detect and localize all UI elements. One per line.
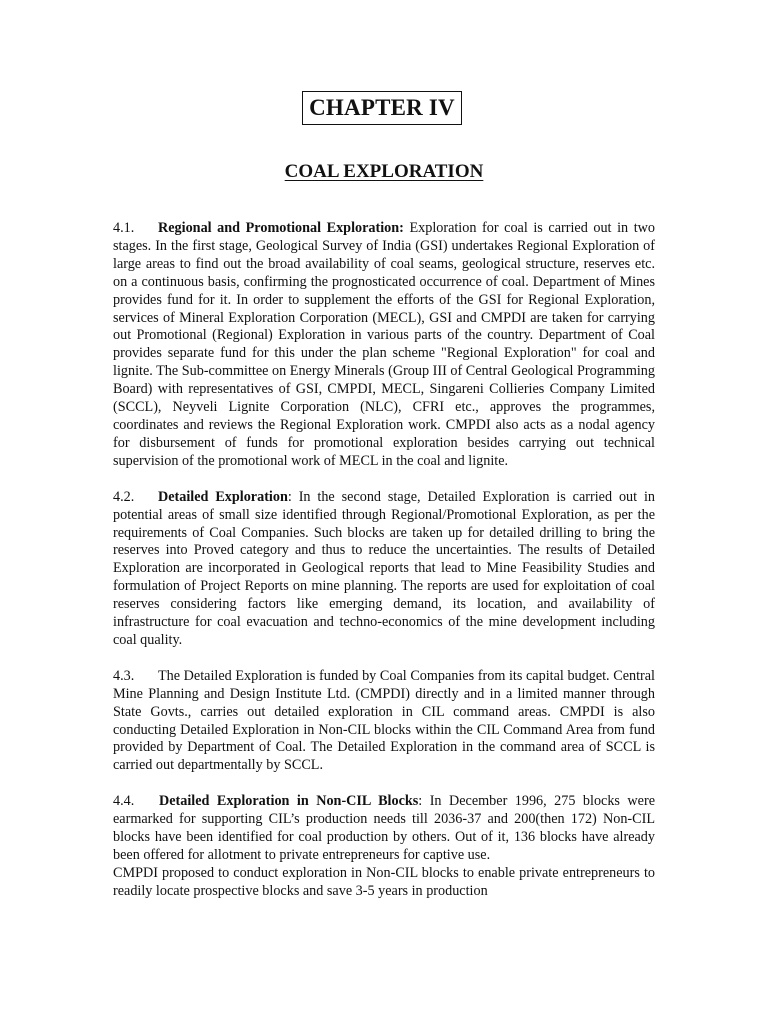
paragraph-continuation: CMPDI proposed to conduct exploration in Non-CIL blocks to enable private entrepreneurs to readily locate prospective blocks and save 3-5 years in production [113,864,655,899]
paragraph-text: : In the second stage, Detailed Exploration is carried out in potential areas of small size identified through Regional/Promotional Exploration, as per the requirements of Coal Companies. Such blocks are taken up for detailed drilling to bring the reserves into Proved category and thus to reduce the uncertainties. The results of Detailed Exploration are incorporated in Geological reports that lead to Mine Feasibility Studies and formulation of Project Reports on mine planning. The reports are used for exploitation of coal reserves considering factors like emerging demand, its location, and availability of infrastructure for coal evacuation and techno-economics of the mine development including coal quality. [113,488,655,648]
document-body [113,220,655,901]
paragraph-number: 4.3. [113,667,135,684]
paragraph-lead: Detailed Exploration in Non-CIL Blocks [159,793,419,810]
paragraph-number: 4.4. [113,793,135,810]
paragraph-number: 4.2. [113,488,135,505]
paragraph-number: 4.1. [113,220,135,236]
paragraph-4-2 [113,489,655,650]
paragraph-4-3 [113,668,655,775]
paragraph-4-4 [113,793,655,865]
chapter-heading: CHAPTER IV [302,91,462,125]
section-title: COAL EXPLORATION [284,161,484,182]
paragraph-text: The Detailed Exploration is funded by Coal Companies from its capital budget. Central Mine Planning and Design Institute Ltd. (CMPDI) directly and in a limited manner through State Govts., carries out detailed exploration in CIL command areas. CMPDI is also conducting Detailed Exploration in Non-CIL blocks within the CIL Command Area from fund provided by Department of Coal. The Detailed Exploration in the command area of SCCL is carried out departmentally by SCCL. [113,667,655,774]
paragraph-4-1 [113,220,655,471]
paragraph-lead: Detailed Exploration [158,488,288,505]
paragraph-lead: Regional and Promotional Exploration: [158,220,404,236]
paragraph-text: : In December 1996, 275 blocks were earmarked for supporting CIL’s production needs till 2036-37 and 200(then 172) Non-CIL blocks have been identified for coal production by others. Out of it, 136 blocks have already been offered for allotment to private entrepreneurs for captive use. [113,793,655,863]
paragraph-text: Exploration for coal is carried out in two stages. In the first stage, Geological Survey of India (GSI) undertakes Regional Exploration of large areas to find out the broad availability of coal seams, geological structure, reserves etc. on a continuous basis, confirming the prognosticated occurrence of coal. Department of Mines provides fund for it. In order to supplement the efforts of the GSI for Regional Exploration, services of Mineral Exploration Corporation (MECL), GSI and CMPDI are taken for carrying out Promotional (Regional) Exploration in various parts of the country. Department of Coal provides separate fund for this under the plan scheme "Regional Exploration" for coal and lignite. The Sub-committee on Energy Minerals (Group III of Central Geological Programming Board) with representatives of GSI, CMPDI, MECL, Singareni Collieries Company Limited (SCCL), Neyveli Lignite Corporation (NLC), CFRI etc., approves the programmes, coordinates and reviews the Regional Exploration work. CMPDI also acts as a nodal agency for disbursement of funds for promotional exploration besides carrying out technical supervision of the promotional work of MECL in the coal and lignite. [113,220,655,469]
